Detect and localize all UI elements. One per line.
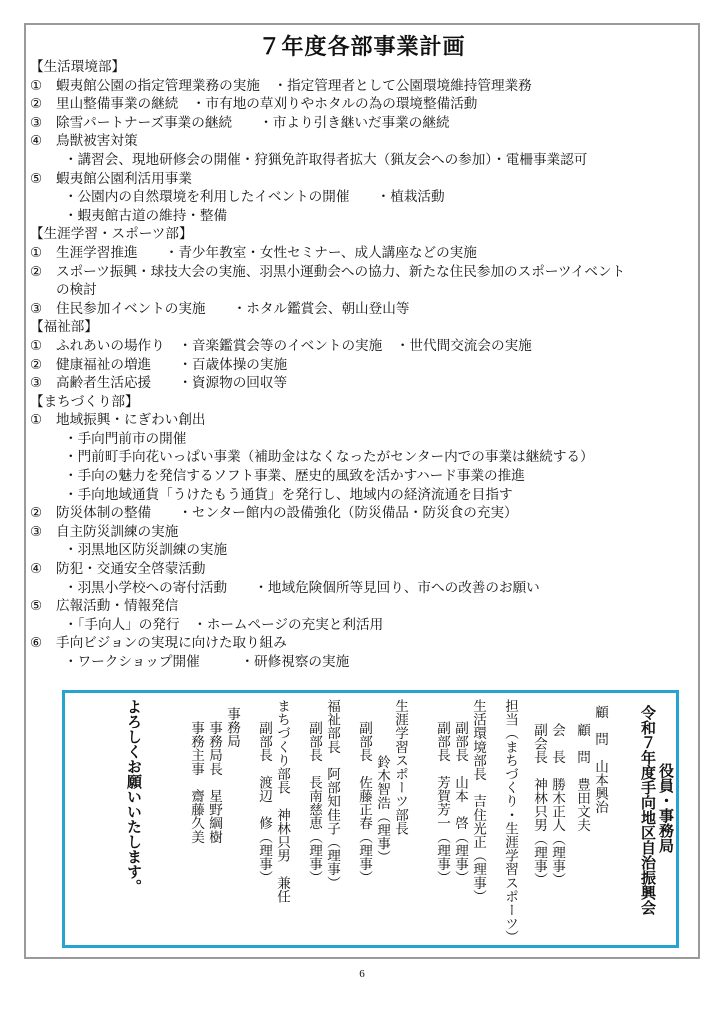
item-number: ① [30,77,43,94]
item-number: ② [30,505,43,522]
officer-entry: 副部長 佐藤正春（理事） [356,721,372,885]
officer-entry: 事務局長 星野綱樹 [206,721,222,844]
plan-line [30,411,690,430]
line-text: ・公園内の自然環境を利用したイベントの開催 ・植栽活動 [64,189,445,206]
plan-line [30,504,690,523]
line-text: 【生活環境部】 [30,59,126,75]
line-text: ・羽黒地区防災訓練の実施 [64,542,228,559]
officers-box [62,690,679,948]
officer-entry: 生活環境部長 吉住光正（理事） [470,699,486,903]
officer-entry: 副部長 渡辺 修（理事） [256,721,272,885]
officer-entry: 副会長 神林只男（理事） [531,723,547,887]
line-text: ・「手向人」の発行 ・ホームページの充実と利活用 [64,616,384,633]
plan-line [30,151,690,170]
officer-entry: まちづくり部長 神林只男 兼任 [274,699,290,903]
officer-entry: 福祉部長 阿部知佳子（理事） [324,699,340,890]
line-text: 【福祉部】 [30,319,98,336]
plan-line [30,523,690,542]
line-text: スポーツ振興・球技大会の実施、羽黒小運動会への協力、新たな住民参加のスポーツイベント [56,263,626,280]
line-text: 住民参加イベントの実施 ・ホタル鑑賞会、朝山登山等 [56,300,410,317]
officer-entry: 生涯学習スポーツ部長 [392,699,408,835]
line-text: 除雪パートナーズ事業の継続 ・市より引き継いだ事業の継続 [56,114,450,131]
section-heading [30,318,690,337]
line-text: ・蝦夷館古道の維持・整備 [64,207,228,224]
plan-line [30,77,690,96]
plan-line [30,653,690,672]
item-number: ⑥ [30,635,43,652]
line-text: 防災体制の整備 ・センター館内の設備強化（防災備品・防災食の充実） [56,505,518,522]
line-text: 蝦夷館公園の指定管理業務の実施 ・指定管理者として公園環境維持管理業務 [56,77,532,94]
plan-line [30,541,690,560]
line-text: ・羽黒小学校への寄付活動 ・地域危険個所等見回り、市への改善のお願い [64,579,540,596]
plan-list [30,58,690,672]
line-text: 手向ビジョンの実現に向けた取り組み [56,635,287,652]
plan-line [30,430,690,449]
item-number: ④ [30,133,43,150]
plan-line [30,188,690,207]
line-text: ・手向門前市の開催 [64,430,187,447]
line-text: 広報活動・情報発信 [56,598,179,615]
line-text: ・ワークショップ開催 ・研修視察の実施 [64,654,350,670]
line-text: 防犯・交通安全啓蒙活動 [56,561,206,578]
item-number: ① [30,337,43,354]
plan-line [30,207,690,226]
line-text: ・手向地域通貨「うけたもう通貨」を発行し、地域内の経済流通を目指す [64,486,513,503]
officer-entry: 鈴木智浩（理事） [374,755,390,864]
line-text: 【まちづくり部】 [30,393,139,410]
item-number: ③ [30,375,43,392]
line-text: 鳥獣被害対策 [56,133,138,150]
page-number: 6 [359,968,365,980]
plan-line [30,356,690,375]
plan-line [30,448,690,467]
officer-entry: 事務局 [224,707,240,748]
officer-entry: 顧 問 豊田文夫 [574,723,590,832]
officer-entry: 顧 問 山本興治 [592,705,608,814]
officer-entry: 副部長 山本 啓（理事） [452,721,468,885]
plan-line [30,486,690,505]
line-text: 【生涯学習・スポーツ部】 [30,226,193,243]
plan-line [30,616,690,635]
plan-line [30,114,690,133]
section-heading [30,58,690,77]
officer-entry: 副部長 芳賀芳一（理事） [434,721,450,885]
item-number: ④ [30,561,43,578]
plan-line [30,281,690,300]
officer-entry: 副部長 長南慈恵（理事） [306,721,322,885]
line-text: 蝦夷館公園利活用事業 [56,170,192,187]
line-text: 自主防災訓練の実施 [56,523,179,540]
plan-line [30,597,690,616]
line-text: 里山整備事業の継続 ・市有地の草刈りやホタルの為の環境整備活動 [56,96,478,113]
plan-line [30,467,690,486]
item-number: ② [30,356,43,373]
line-text: 地域振興・にぎわい創出 [56,412,206,429]
item-number: ② [30,96,43,113]
plan-line [30,634,690,653]
plan-line [30,132,690,151]
line-text: 生涯学習推進 ・青少年教室・女性セミナー、成人講座などの実施 [56,244,477,261]
plan-line [30,263,690,282]
item-number: ③ [30,523,43,540]
item-number: ⑤ [30,170,43,187]
line-text: ・講習会、現地研修会の開催・狩猟免許取得者拡大（猟友会への参加）・電柵事業認可 [64,151,588,168]
item-number: ③ [30,114,43,131]
officer-entry: 事務主事 齋藤久美 [188,721,204,844]
item-number: ① [30,412,43,429]
line-text: の検討 [56,282,97,299]
line-text: ・手向の魅力を発信するソフト事業、歴史的風致を活かすハード事業の推進 [64,468,525,485]
officer-entry: 担当（まちづくり・生涯学習スポーツ） [502,699,518,944]
line-text: ・門前町手向花いっぱい事業（補助金はなくなったがセンター内での事業は継続する） [64,449,594,466]
plan-line [30,374,690,393]
page-title: ７年度各部事業計画 [258,34,466,60]
section-heading [30,393,690,412]
plan-line [30,170,690,189]
plan-line [30,560,690,579]
section-heading [30,225,690,244]
line-text: ふれあいの場作り ・音楽鑑賞会等のイベントの実施 ・世代間交流会の実施 [56,337,532,354]
item-number: ⑤ [30,598,43,615]
plan-line [30,300,690,319]
officer-entry: 会 長 勝木正人（理事） [549,723,565,887]
closing-greeting: よろしくお願いいたします。 [125,699,143,894]
plan-line [30,579,690,598]
officers-heading-2: 役員・事務局 [657,763,675,853]
plan-line [30,337,690,356]
officers-heading-1: 令和７年度手向地区自治振興会 [639,705,657,915]
item-number: ② [30,263,43,280]
line-text: 高齢者生活応援 ・資源物の回収等 [56,375,288,392]
item-number: ① [30,244,43,261]
line-text: 健康福祉の増進 ・百歳体操の実施 [56,356,288,373]
plan-line [30,95,690,114]
item-number: ③ [30,300,43,317]
plan-line [30,244,690,263]
